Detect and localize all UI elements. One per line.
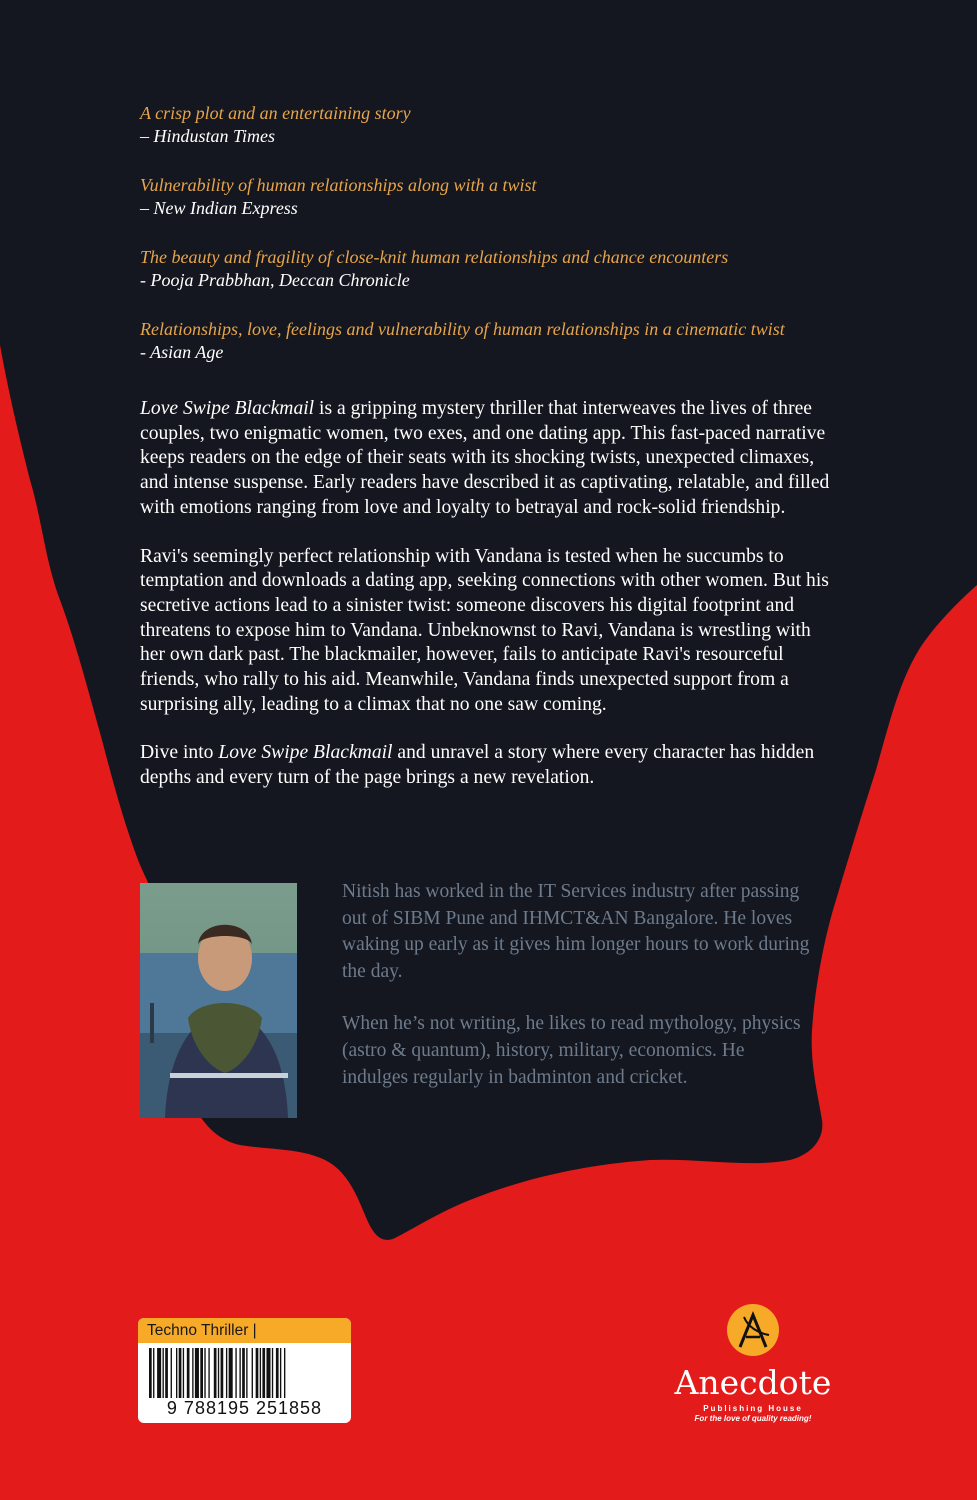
isbn-number: 9 788195 251858 bbox=[166, 1398, 323, 1418]
publisher-logo bbox=[670, 1303, 840, 1428]
review-quote: Relationships, love, feelings and vulnerability of human relationships in a cinematic twist bbox=[140, 319, 785, 339]
barcode-icon bbox=[149, 1348, 341, 1398]
review-source: - Pooja Prabbhan, Deccan Chronicle bbox=[140, 270, 410, 290]
author-photo bbox=[140, 883, 297, 1118]
review bbox=[140, 102, 840, 148]
book-title: Love Swipe Blackmail bbox=[140, 398, 315, 419]
author-bio bbox=[342, 879, 812, 1117]
author-bio-paragraph-1: Nitish has worked in the IT Services industry after passing out of SIBM Pune and IHMCT&AN Bangalore. He loves waking up early as it gives him longer hours to work during the day. bbox=[342, 881, 810, 982]
genre-label: Techno Thriller | bbox=[138, 1318, 351, 1343]
review-source: - Asian Age bbox=[140, 342, 224, 362]
publisher-tagline: For the love of quality reading! bbox=[694, 1414, 812, 1423]
author-portrait-icon bbox=[140, 883, 297, 1118]
blurb-paragraph-1 bbox=[140, 397, 840, 521]
isbn-barcode-box bbox=[138, 1318, 351, 1423]
publisher-name: Anecdote bbox=[674, 1363, 832, 1402]
review bbox=[140, 318, 840, 364]
blurb-text: Dive into bbox=[140, 742, 219, 764]
author-bio-paragraph-2: When he’s not writing, he likes to read mythology, physics (astro & quantum), history, military, economics. He indulges regularly in badminton and cricket. bbox=[342, 1013, 801, 1088]
blurb-paragraph-3 bbox=[140, 741, 840, 790]
review bbox=[140, 174, 840, 220]
review bbox=[140, 246, 840, 292]
blurb-text: is a gripping mystery thriller that interweaves the lives of three couples, two enigmatic women, two exes, and one dating app. This fast-paced narrative keeps readers on the edge of their seats with its shocking twists, unexpected climaxes, and intense suspense. Early readers have described it as captivating, relatable, and filled with emotions ranging from love and loyalty to betrayal and rock-solid friendship. bbox=[140, 398, 830, 518]
review-quote: The beauty and fragility of close-knit human relationships and chance encounters bbox=[140, 247, 729, 267]
review-quotes bbox=[140, 102, 840, 390]
book-blurb bbox=[140, 397, 840, 815]
blurb-paragraph-2: Ravi's seemingly perfect relationship with Vandana is tested when he succumbs to temptation and downloads a dating app, seeking connections with other women. But his secretive actions lead to a sinister twist: someone discovers his digital footprint and threatens to expose him to Vandana. Unbeknownst to Ravi, Vandana is wrestling with her own dark past. The blackmailer, however, fails to anticipate Ravi's resourceful friends, who rally to his aid. Meanwhile, Vandana finds unexpected support from a surprising ally, leading to a climax that no one saw coming. bbox=[140, 545, 829, 715]
review-source: – Hindustan Times bbox=[140, 126, 276, 146]
anecdote-logo-icon bbox=[670, 1303, 836, 1363]
blurb-text: and unravel a story where every character has hidden depths and every turn of the page brings a new revelation. bbox=[140, 742, 815, 789]
book-title: Love Swipe Blackmail bbox=[218, 742, 393, 764]
review-source: – New Indian Express bbox=[140, 198, 298, 218]
publisher-subtitle: Publishing House bbox=[703, 1404, 803, 1413]
review-quote: Vulnerability of human relationships along with a twist bbox=[140, 175, 537, 195]
review-quote: A crisp plot and an entertaining story bbox=[140, 103, 411, 123]
